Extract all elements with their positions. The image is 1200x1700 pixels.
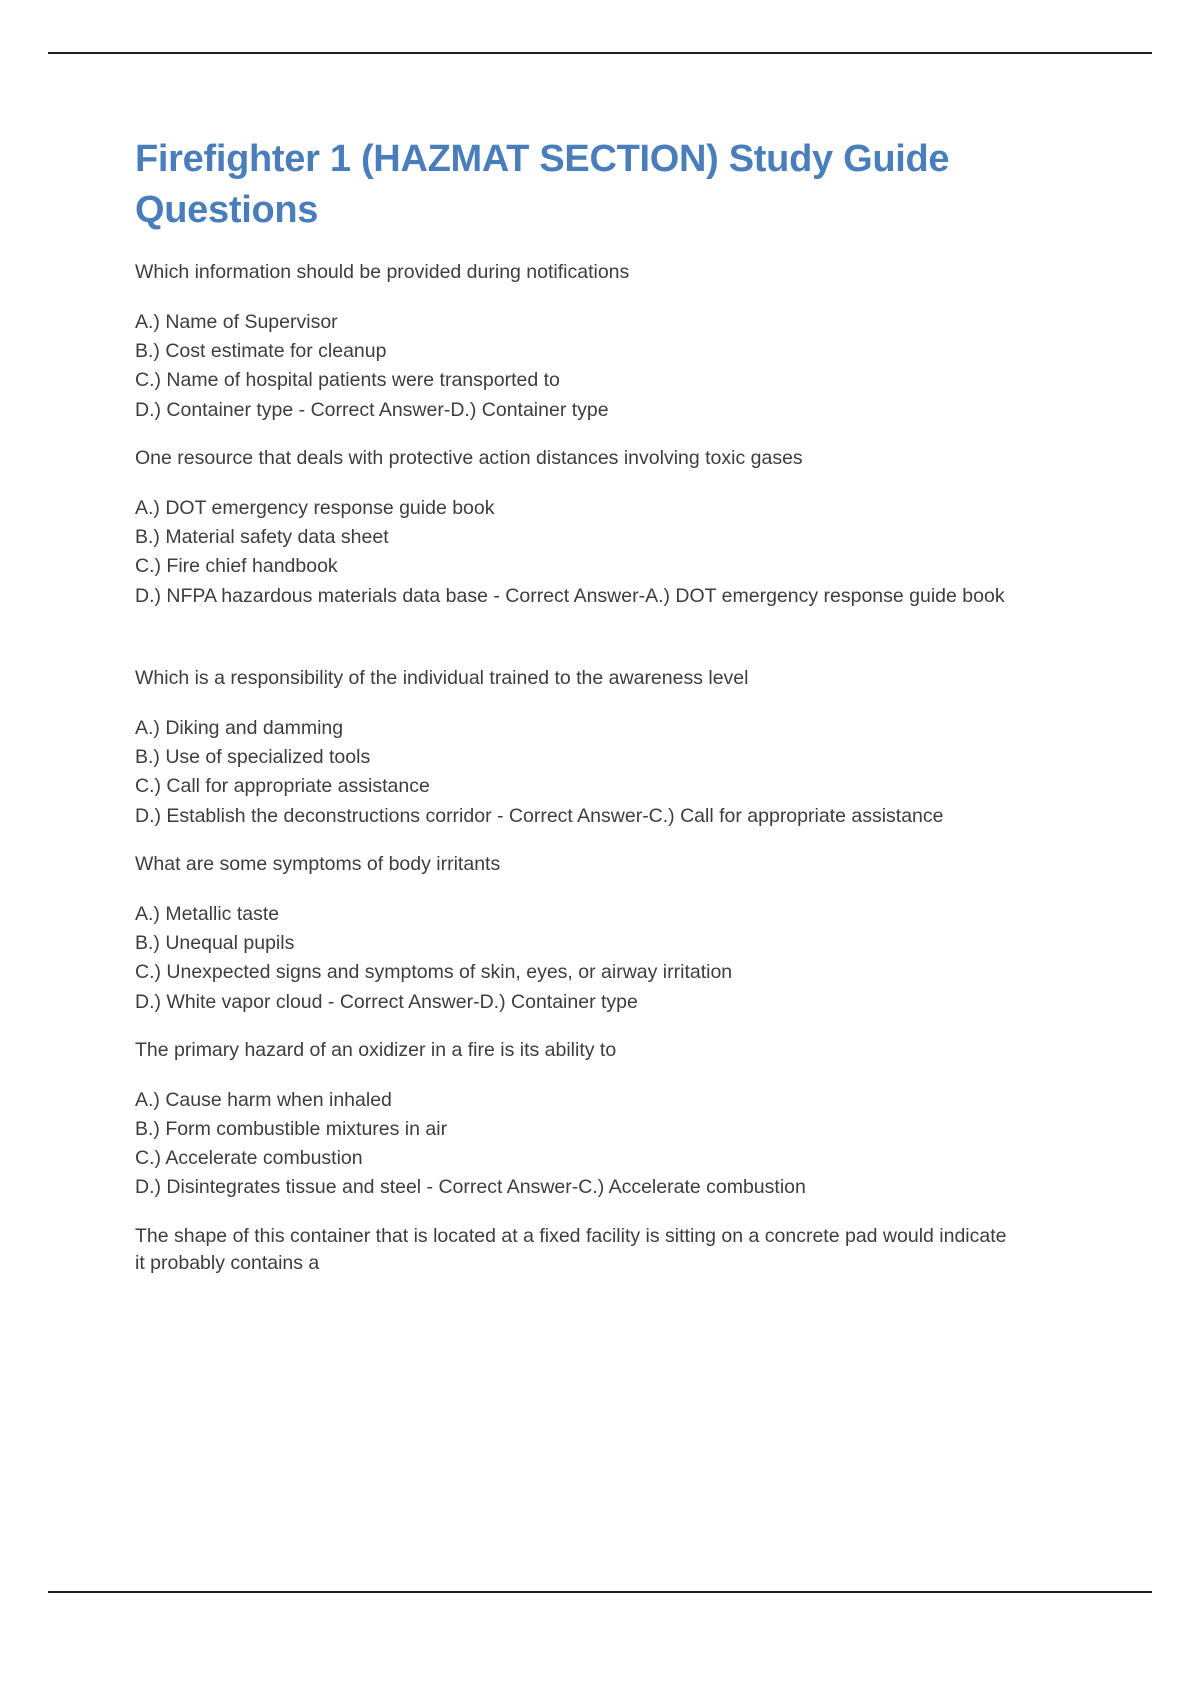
option-c: C.) Accelerate combustion bbox=[135, 1147, 363, 1170]
question-block-5 bbox=[135, 1037, 1015, 1201]
option-c: C.) Call for appropriate assistance bbox=[135, 775, 430, 798]
option-b: B.) Material safety data sheet bbox=[135, 526, 389, 548]
option-a: A.) Diking and damming bbox=[135, 716, 344, 739]
question-options bbox=[135, 715, 1015, 829]
question-options bbox=[135, 901, 1015, 1015]
page-top-rule bbox=[48, 52, 1152, 54]
question-stem: Which is a responsibility of the individual trained to the awareness level bbox=[135, 666, 749, 689]
question-stem: What are some symptoms of body irritants bbox=[135, 852, 501, 875]
document-body bbox=[135, 134, 1015, 1300]
option-d: D.) White vapor cloud - Correct Answer-D.) Container type bbox=[135, 990, 638, 1013]
option-d: D.) NFPA hazardous materials data base - Correct Answer-A.) DOT emergency response guide book bbox=[135, 584, 1005, 607]
option-c: C.) Unexpected signs and symptoms of skin, eyes, or airway irritation bbox=[135, 961, 733, 984]
question-block-2 bbox=[135, 445, 1015, 609]
page-title: Firefighter 1 (HAZMAT SECTION) Study Guide Questions bbox=[135, 138, 950, 231]
question-options bbox=[135, 309, 1015, 423]
question-block-3 bbox=[135, 665, 1015, 829]
option-d: D.) Establish the deconstructions corridor - Correct Answer-C.) Call for appropriate assistance bbox=[135, 804, 944, 827]
question-block-6 bbox=[135, 1223, 1015, 1278]
option-d: D.) Container type - Correct Answer-D.) Container type bbox=[135, 398, 609, 421]
option-a: A.) Name of Supervisor bbox=[135, 310, 338, 333]
option-d: D.) Disintegrates tissue and steel - Correct Answer-C.) Accelerate combustion bbox=[135, 1176, 806, 1199]
option-c: C.) Name of hospital patients were transported to bbox=[135, 369, 560, 392]
question-stem: One resource that deals with protective action distances involving toxic gases bbox=[135, 447, 803, 469]
question-stem: The primary hazard of an oxidizer in a fire is its ability to bbox=[135, 1038, 617, 1061]
page-bottom-rule bbox=[48, 1591, 1152, 1593]
question-options bbox=[135, 495, 1015, 609]
option-a: A.) Metallic taste bbox=[135, 902, 280, 925]
question-stem: The shape of this container that is located at a fixed facility is sitting on a concrete pad would indicate it probably contains a bbox=[135, 1224, 1007, 1275]
option-a: A.) DOT emergency response guide book bbox=[135, 496, 495, 519]
option-c: C.) Fire chief handbook bbox=[135, 555, 338, 578]
question-stem: Which information should be provided during notifications bbox=[135, 261, 630, 284]
question-options bbox=[135, 1087, 1015, 1201]
question-block-1 bbox=[135, 259, 1015, 423]
option-b: B.) Unequal pupils bbox=[135, 931, 295, 954]
option-b: B.) Cost estimate for cleanup bbox=[135, 340, 387, 363]
option-b: B.) Form combustible mixtures in air bbox=[135, 1117, 448, 1140]
option-b: B.) Use of specialized tools bbox=[135, 745, 371, 768]
question-block-4 bbox=[135, 851, 1015, 1015]
option-a: A.) Cause harm when inhaled bbox=[135, 1088, 392, 1111]
